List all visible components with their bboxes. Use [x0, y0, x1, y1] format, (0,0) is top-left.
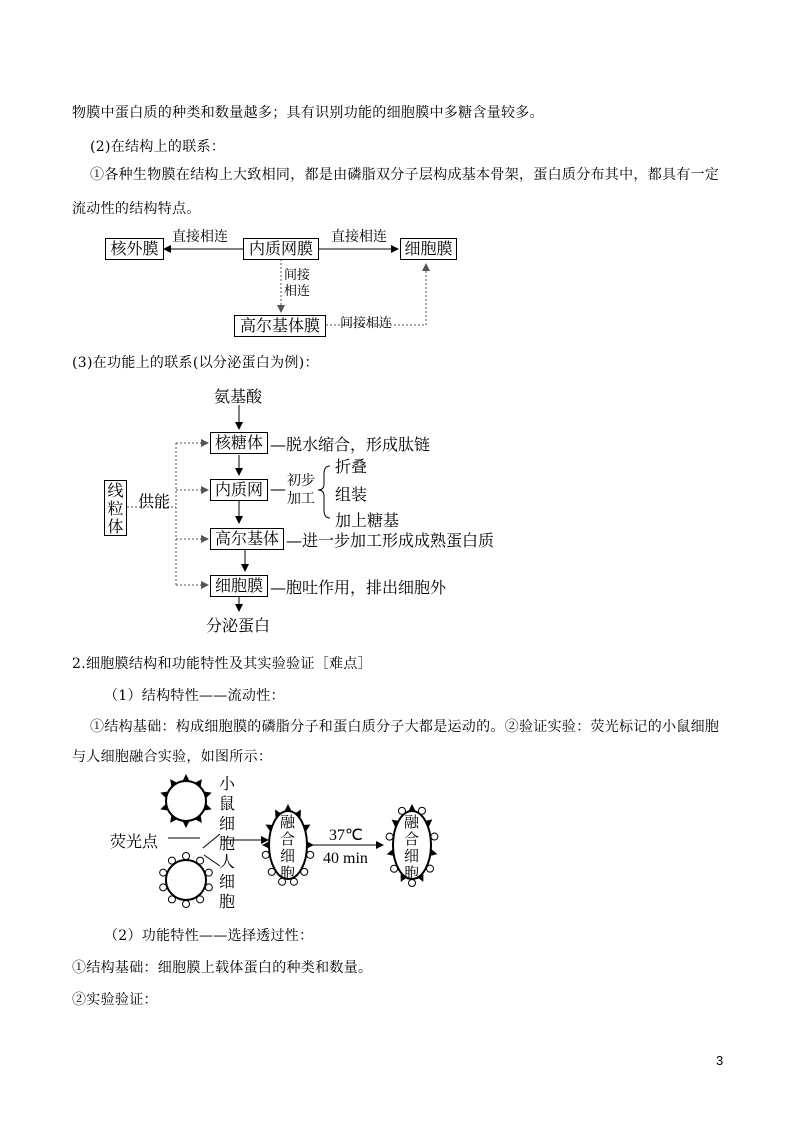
golgi-box: 高尔基体	[210, 528, 284, 550]
fluorescent-dot	[183, 853, 190, 860]
fluorescent-dot	[183, 901, 190, 908]
human-cell	[166, 860, 206, 900]
fluorescent-dot	[301, 868, 308, 875]
fluorescent-dot	[268, 868, 275, 875]
cell-membrane-box: 细胞膜	[210, 575, 268, 597]
mito-char: 线	[107, 481, 124, 500]
page-number: 3	[716, 1053, 724, 1068]
nuclear-membrane-box: 核外膜	[105, 238, 164, 260]
mitochondria-box	[104, 480, 127, 536]
ribosome-description: —脱水缩合，形成肽链	[270, 435, 431, 454]
fluorescent-marker	[409, 804, 416, 811]
energy-supply-label: 供能	[138, 492, 171, 511]
fluorescent-dot	[427, 865, 434, 872]
section-heading: (2)在结构上的联系：	[90, 139, 226, 155]
initial-processing-label: 加工	[287, 491, 315, 507]
human-cell-label	[219, 852, 237, 912]
er-box: 内质网	[210, 479, 268, 501]
indirect-connection-label: 间接相连	[340, 316, 393, 331]
direct-connection-label: 直接相连	[331, 229, 387, 245]
label-char: 小	[219, 774, 236, 793]
amino-acid-label: 氨基酸	[214, 387, 263, 406]
cell-membrane-box: 细胞膜	[400, 238, 457, 260]
direct-connection-label: 直接相连	[172, 229, 228, 245]
mouse-cell-label	[219, 774, 237, 854]
label-char: 胞	[280, 864, 296, 882]
fluorescent-dot	[431, 833, 438, 840]
golgi-membrane-box: 高尔基体膜	[234, 315, 326, 337]
fused-cell-label	[404, 814, 422, 882]
mito-char: 体	[107, 517, 124, 536]
assembly-label: 组装	[335, 485, 368, 504]
initial-processing-label: 初步	[287, 473, 315, 489]
paragraph-line: 物膜中蛋白质的种类和数量越多；具有识别功能的细胞膜中多糖含量较多。	[72, 105, 544, 121]
fused-cell-label	[280, 814, 298, 882]
paragraph-line: ①结构基础：细胞膜上载体蛋白的种类和数量。	[72, 960, 373, 976]
label-char: 细	[219, 872, 236, 891]
paragraph-line: ②实验验证：	[72, 992, 158, 1008]
fluorescent-dot	[197, 857, 204, 864]
glycosylation-label: 加上糖基	[335, 511, 400, 530]
fluorescent-dot	[160, 869, 167, 876]
paragraph-line: ①各种生物膜在结构上大致相同，都是由磷脂双分子层构成基本骨架，蛋白质分布其中，都具有一定	[90, 167, 720, 183]
label-char: 融	[404, 813, 420, 831]
fluorescent-dot	[168, 896, 175, 903]
section-heading: 2.细胞膜结构和功能特性及其实验验证［难点］	[72, 656, 372, 672]
label-char: 合	[404, 830, 420, 848]
ribosome-box: 核糖体	[210, 432, 268, 454]
paragraph-line: ①结构基础：构成细胞膜的磷脂分子和蛋白质分子大都是运动的。②验证实验：荧光标记的小鼠细胞	[90, 719, 720, 735]
folding-label: 折叠	[335, 457, 368, 476]
fluorescent-marker	[183, 821, 190, 828]
label-char: 细	[219, 814, 236, 833]
fluorescent-dot	[197, 896, 204, 903]
section-heading: （2）功能特性——选择透过性：	[104, 928, 314, 944]
label-char: 胞	[404, 864, 420, 882]
fluorescent-dot	[262, 851, 269, 858]
er-description: —	[270, 479, 286, 498]
membrane-description: —胞吐作用，排出细胞外	[270, 578, 447, 597]
duration-label: 40 min	[323, 850, 368, 867]
label-char: 鼠	[219, 794, 236, 813]
label-char: 融	[280, 813, 296, 831]
label-char: 人	[219, 852, 236, 871]
fluorescent-dot	[391, 865, 398, 872]
indirect-connection-label: 相连	[284, 284, 311, 299]
fluorescent-marker	[307, 842, 314, 849]
temperature-label: 37℃	[329, 827, 363, 844]
mito-char: 粒	[107, 499, 124, 518]
fluorescent-dot	[205, 884, 212, 891]
mouse-cell	[166, 781, 206, 821]
golgi-description: —进一步加工形成成熟蛋白质	[286, 531, 495, 550]
label-char: 胞	[219, 892, 236, 911]
label-char: 合	[280, 830, 296, 848]
indirect-connection-label: 间接	[284, 268, 311, 283]
fluorescent-marker	[183, 774, 190, 781]
fluorescent-dot	[160, 884, 167, 891]
paragraph-line: 流动性的结构特点。	[72, 201, 201, 217]
label-char: 胞	[219, 834, 236, 853]
er-membrane-box: 内质网膜	[243, 238, 319, 260]
secreted-protein-label: 分泌蛋白	[206, 616, 271, 635]
label-char: 细	[280, 847, 296, 865]
fluorescent-dot	[307, 851, 314, 858]
fluorescence-label: 荧光点	[110, 832, 159, 851]
fluorescent-dot	[168, 857, 175, 864]
fluorescent-marker	[262, 842, 269, 849]
fluorescent-dot	[386, 833, 393, 840]
section-heading: （1）结构特性——流动性：	[104, 688, 285, 704]
fluorescent-marker	[285, 804, 292, 811]
label-char: 细	[404, 847, 420, 865]
section-heading: (3)在功能上的联系(以分泌蛋白为例)：	[72, 355, 319, 371]
paragraph-line: 与人细胞融合实验，如图所示：	[72, 749, 273, 765]
fluorescent-dot	[205, 869, 212, 876]
